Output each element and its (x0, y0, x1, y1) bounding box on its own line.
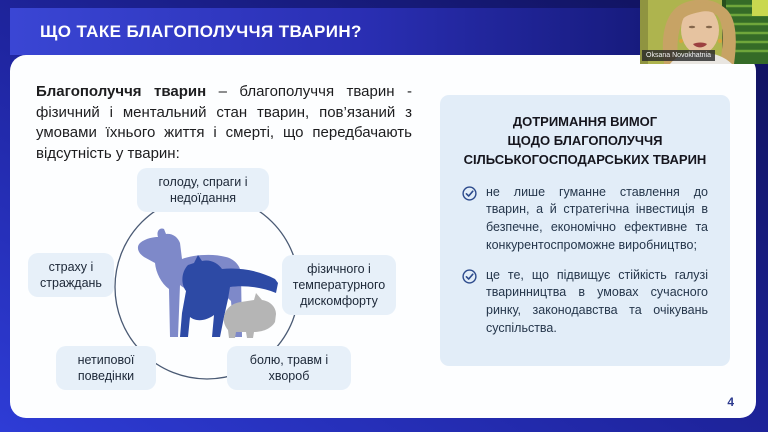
participant-name-label: Oksana Novokhatnia (642, 50, 715, 61)
definition-paragraph (36, 82, 412, 165)
diagram-label-hunger (137, 168, 269, 212)
bullet-text: не лише гуманне ставлення до тварин, а й стратегічна інвестиція в безпечне, економічно ефективне та конкурентоспроможне виробництво; (486, 184, 708, 252)
animal-silhouettes-icon (138, 228, 278, 338)
diagram-label-text: страху і страждань (40, 260, 102, 290)
diagram-label-behaviour (56, 346, 156, 390)
panel-heading-line: ДОТРИМАННЯ ВИМОГ (512, 114, 658, 129)
page-number: 4 (727, 395, 734, 409)
panel-heading-line: СІЛЬСЬКОГОСПОДАРСЬКИХ ТВАРИН (463, 151, 707, 167)
welfare-diagram (10, 155, 420, 410)
check-icon (462, 269, 477, 284)
diagram-label-text: болю, травм і хвороб (249, 353, 329, 383)
definition-text: – благополуччя тварин - фізичний і ментальний стан тварин, пов’язаний з умовами їхнього життя і смерті, що передбачають відсутність у тварин: (36, 83, 412, 163)
diagram-label-pain (227, 346, 351, 390)
diagram-label-text: фізичного і температурного дискомфорту (292, 262, 386, 308)
slide-title: ЩО ТАКЕ БЛАГОПОЛУЧЧЯ ТВАРИН? (40, 21, 362, 41)
diagram-label-text: нетипової поведінки (77, 353, 135, 383)
diagram-label-text: голоду, спраги і недоїдання (158, 175, 248, 205)
diagram-label-discomfort (282, 255, 396, 315)
slide-content-card (10, 55, 756, 418)
webcam-tile[interactable] (640, 0, 768, 64)
panel-heading (462, 113, 708, 170)
panel-heading-line: ЩОДО БЛАГОПОЛУЧЧЯ (507, 132, 663, 148)
slide-title-bar (10, 8, 640, 55)
check-icon (462, 186, 477, 201)
diagram-label-fear (28, 253, 114, 297)
bullet-text: це те, що підвищує стійкість галузі тваринництва в умовах сучасного ринку, законодавства та очікувань суспільства. (486, 267, 708, 335)
definition-term: Благополуччя тварин (36, 83, 207, 100)
requirements-panel (440, 95, 730, 366)
bullet-item (462, 267, 708, 338)
bullet-item (462, 184, 708, 255)
